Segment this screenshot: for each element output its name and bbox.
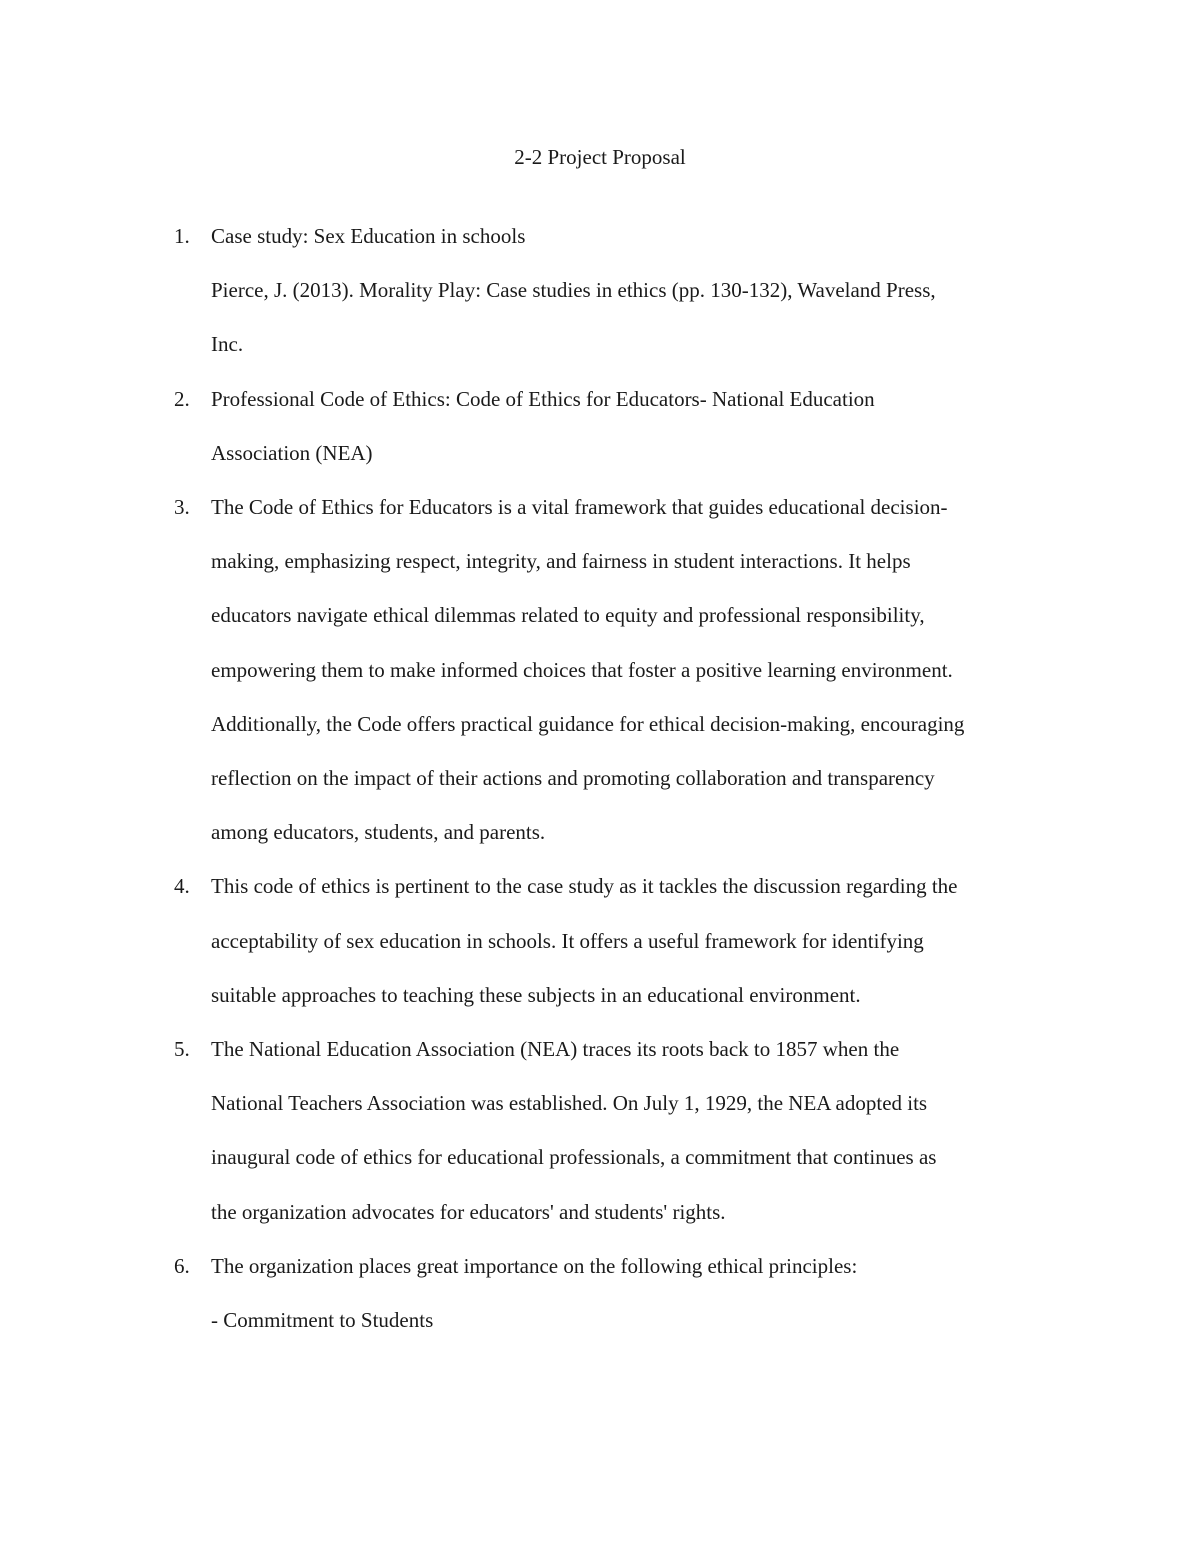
text-line: Pierce, J. (2013). Morality Play: Case studies in ethics (pp. 130-132), Waveland Press, [211, 278, 936, 303]
text-line: National Teachers Association was established. On July 1, 1929, the NEA adopted its [211, 1091, 928, 1116]
list-item-text [211, 480, 1071, 859]
list-item-6 [0, 1239, 1200, 1347]
list-number: 3. [174, 495, 190, 520]
list-item-4 [0, 859, 1200, 1022]
text-line: Additionally, the Code offers practical guidance for ethical decision-making, encouraging [211, 711, 965, 736]
text-line: suitable approaches to teaching these subjects in an educational environment. [211, 982, 861, 1007]
list-number: 6. [174, 1253, 190, 1278]
list-item-text [211, 859, 1071, 1022]
text-line: Case study: Sex Education in schools [211, 224, 526, 248]
list-number: 4. [174, 874, 190, 899]
list-item-text [211, 1022, 1071, 1239]
text-line: acceptability of sex education in schools. It offers a useful framework for identifying [211, 928, 924, 953]
document-title: 2-2 Project Proposal [514, 145, 686, 169]
text-line: educators navigate ethical dilemmas related to equity and professional responsibility, [211, 603, 925, 628]
list-number: 5. [174, 1037, 190, 1062]
text-line: the organization advocates for educators' and students' rights. [211, 1199, 726, 1224]
text-line: Professional Code of Ethics: Code of Ethics for Educators- National Education [211, 386, 875, 411]
list-item-text [211, 209, 1071, 372]
text-line: Association (NEA) [211, 440, 373, 465]
text-line: empowering them to make informed choices that foster a positive learning environment. [211, 657, 953, 682]
list-item-text [211, 372, 1071, 480]
text-line: - Commitment to Students [211, 1308, 434, 1333]
text-line: The National Education Association (NEA) traces its roots back to 1857 when the [211, 1037, 900, 1062]
numbered-list [0, 209, 1200, 1347]
list-item-2 [0, 372, 1200, 480]
list-item-1 [0, 209, 1200, 372]
text-line: inaugural code of ethics for educational professionals, a commitment that continues as [211, 1145, 937, 1170]
list-item-3 [0, 480, 1200, 859]
list-item-5 [0, 1022, 1200, 1239]
text-line: Inc. [211, 332, 244, 357]
list-item-text [211, 1239, 1071, 1347]
text-line: among educators, students, and parents. [211, 820, 546, 845]
text-line: The organization places great importance on the following ethical principles: [211, 1253, 858, 1278]
text-line: reflection on the impact of their actions and promoting collaboration and transparency [211, 766, 935, 791]
list-number: 2. [174, 386, 190, 411]
text-line: The Code of Ethics for Educators is a vital framework that guides educational decision- [211, 495, 948, 520]
list-number: 1. [174, 224, 190, 248]
text-line: This code of ethics is pertinent to the case study as it tackles the discussion regarding the [211, 874, 958, 899]
text-line: making, emphasizing respect, integrity, and fairness in student interactions. It helps [211, 549, 911, 574]
